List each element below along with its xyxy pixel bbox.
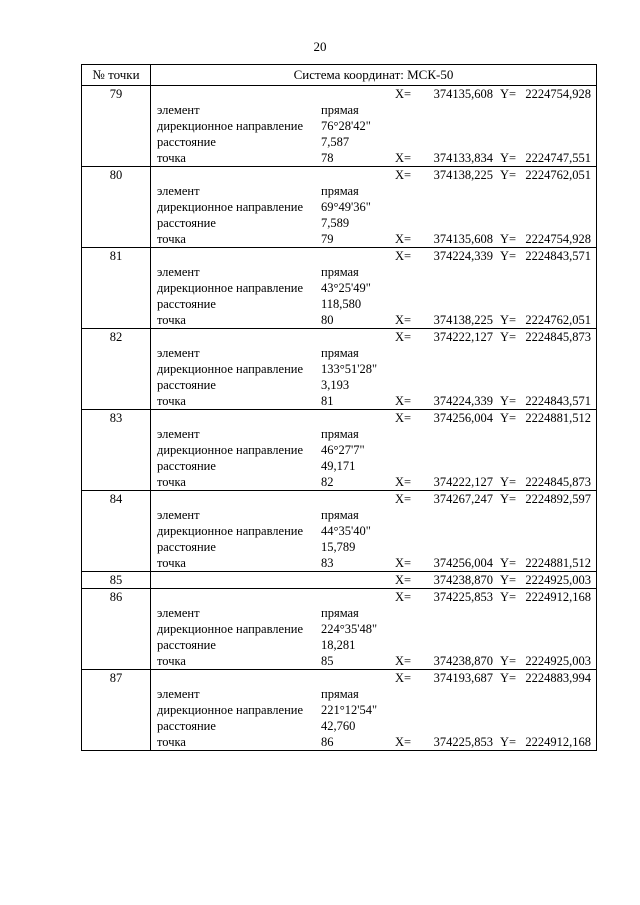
point-y-value: 2224845,873 [525,330,591,344]
element-line [151,345,596,361]
page-number: 20 [313,39,327,54]
point-coordinates [151,589,596,605]
table-row [82,86,596,167]
direction-label: дирекционное направление [157,281,304,295]
direction-label: дирекционное направление [157,200,304,214]
point-x-label: X= [395,590,412,604]
direction-line [151,118,596,134]
point-coordinates [151,329,596,345]
point-number: 81 [82,248,151,328]
point-number: 80 [82,167,151,247]
reference-line [151,150,596,166]
point-number-header: № точки [82,65,151,85]
reference-line [151,474,596,490]
point-y-value: 2224754,928 [525,87,591,101]
element-value: прямая [321,346,359,360]
distance-value: 7,589 [321,216,350,230]
reference-line [151,393,596,409]
point-details [151,167,596,247]
element-label: элемент [157,508,200,522]
point-number: 85 [82,572,151,588]
distance-label: расстояние [157,719,216,733]
reference-label: точка [157,556,186,570]
direction-label: дирекционное направление [157,524,304,538]
element-value: прямая [321,184,359,198]
reference-line [151,231,596,247]
distance-value: 49,171 [321,459,356,473]
table-row [82,410,596,491]
point-x-value: 374225,853 [433,590,493,604]
point-y-value: 2224892,597 [525,492,591,506]
element-value: прямая [321,508,359,522]
distance-line [151,377,596,393]
direction-value: 133°51'28" [321,362,378,376]
point-details [151,248,596,328]
reference-y-label: Y= [500,556,517,570]
point-y-label: Y= [500,671,517,685]
element-label: элемент [157,427,200,441]
reference-y-label: Y= [500,654,517,668]
direction-label: дирекционное направление [157,119,304,133]
element-line [151,686,596,702]
reference-x-label: X= [395,313,412,327]
direction-value: 224°35'48" [321,622,378,636]
reference-y-value: 2224843,571 [525,394,591,408]
direction-label: дирекционное направление [157,362,304,376]
point-number: 84 [82,491,151,571]
direction-line [151,361,596,377]
direction-line [151,442,596,458]
point-y-value: 2224762,051 [525,168,591,182]
point-y-label: Y= [500,590,517,604]
reference-value: 79 [321,232,334,246]
reference-x-label: X= [395,654,412,668]
reference-label: точка [157,232,186,246]
distance-line [151,539,596,555]
distance-value: 7,587 [321,135,350,149]
element-label: элемент [157,265,200,279]
element-value: прямая [321,687,359,701]
reference-value: 83 [321,556,334,570]
reference-y-value: 2224912,168 [525,735,591,749]
direction-value: 76°28'42" [321,119,371,133]
direction-line [151,621,596,637]
point-y-value: 2224883,994 [525,671,591,685]
reference-x-label: X= [395,475,412,489]
reference-x-value: 374225,853 [433,735,493,749]
direction-label: дирекционное направление [157,443,304,457]
element-label: элемент [157,103,200,117]
reference-y-value: 2224845,873 [525,475,591,489]
point-x-label: X= [395,573,412,587]
point-coordinates [151,491,596,507]
table-row [82,491,596,572]
distance-label: расстояние [157,638,216,652]
reference-x-value: 374138,225 [433,313,493,327]
direction-line [151,199,596,215]
point-y-value: 2224881,512 [525,411,591,425]
element-value: прямая [321,265,359,279]
distance-line [151,458,596,474]
point-y-value: 2224925,003 [525,573,591,587]
element-line [151,605,596,621]
table-row [82,572,596,589]
point-coordinates [151,670,596,686]
distance-label: расстояние [157,540,216,554]
reference-x-value: 374238,870 [433,654,493,668]
point-details [151,86,596,166]
point-coordinates [151,248,596,264]
table-body [82,86,596,750]
point-number: 83 [82,410,151,490]
reference-y-label: Y= [500,735,517,749]
element-line [151,426,596,442]
reference-value: 80 [321,313,334,327]
point-number: 82 [82,329,151,409]
point-y-label: Y= [500,249,517,263]
reference-label: точка [157,475,186,489]
point-y-value: 2224843,571 [525,249,591,263]
reference-x-label: X= [395,394,412,408]
distance-label: расстояние [157,135,216,149]
point-y-label: Y= [500,411,517,425]
reference-y-value: 2224925,003 [525,654,591,668]
reference-y-value: 2224754,928 [525,232,591,246]
reference-x-value: 374256,004 [433,556,493,570]
point-details [151,410,596,490]
point-number: 87 [82,670,151,750]
reference-y-value: 2224747,551 [525,151,591,165]
table-row [82,167,596,248]
point-y-value: 2224912,168 [525,590,591,604]
reference-y-label: Y= [500,232,517,246]
element-value: прямая [321,103,359,117]
reference-y-value: 2224762,051 [525,313,591,327]
distance-line [151,296,596,312]
point-y-label: Y= [500,330,517,344]
distance-value: 42,760 [321,719,356,733]
distance-line [151,215,596,231]
coordinates-table [81,64,597,751]
point-x-label: X= [395,492,412,506]
reference-y-value: 2224881,512 [525,556,591,570]
reference-line [151,312,596,328]
reference-value: 85 [321,654,334,668]
reference-y-label: Y= [500,151,517,165]
table-header [82,65,596,86]
point-y-label: Y= [500,492,517,506]
reference-x-label: X= [395,232,412,246]
table-row [82,670,596,750]
distance-label: расстояние [157,297,216,311]
reference-label: точка [157,654,186,668]
distance-line [151,718,596,734]
element-label: элемент [157,346,200,360]
point-details [151,572,596,588]
reference-value: 81 [321,394,334,408]
reference-x-value: 374133,834 [433,151,493,165]
table-row [82,329,596,410]
direction-value: 221°12'54" [321,703,378,717]
point-x-value: 374193,687 [433,671,493,685]
distance-label: расстояние [157,459,216,473]
reference-y-label: Y= [500,394,517,408]
reference-value: 78 [321,151,334,165]
point-number: 79 [82,86,151,166]
point-x-label: X= [395,249,412,263]
point-x-value: 374267,247 [433,492,493,506]
reference-y-label: Y= [500,313,517,327]
reference-x-value: 374222,127 [433,475,493,489]
direction-line [151,702,596,718]
point-coordinates [151,86,596,102]
reference-label: точка [157,735,186,749]
element-label: элемент [157,184,200,198]
point-y-label: Y= [500,87,517,101]
reference-label: точка [157,313,186,327]
point-x-label: X= [395,330,412,344]
element-label: элемент [157,687,200,701]
point-y-label: Y= [500,168,517,182]
element-line [151,507,596,523]
point-details [151,329,596,409]
reference-x-label: X= [395,556,412,570]
direction-value: 43°25'49" [321,281,371,295]
reference-x-value: 374224,339 [433,394,493,408]
reference-line [151,555,596,571]
reference-x-label: X= [395,735,412,749]
point-x-label: X= [395,671,412,685]
point-x-label: X= [395,168,412,182]
distance-value: 15,789 [321,540,356,554]
direction-label: дирекционное направление [157,622,304,636]
point-x-value: 374222,127 [433,330,493,344]
direction-label: дирекционное направление [157,703,304,717]
direction-value: 69°49'36" [321,200,371,214]
element-line [151,183,596,199]
reference-value: 82 [321,475,334,489]
direction-value: 44°35'40" [321,524,371,538]
element-value: прямая [321,606,359,620]
reference-line [151,734,596,750]
reference-label: точка [157,151,186,165]
point-details [151,589,596,669]
coordinate-system-header: Система координат: МСК-50 [293,67,454,82]
distance-value: 118,580 [321,297,362,311]
reference-label: точка [157,394,186,408]
point-details [151,491,596,571]
point-x-value: 374135,608 [433,87,493,101]
table-row [82,248,596,329]
reference-x-label: X= [395,151,412,165]
point-coordinates [151,167,596,183]
point-x-value: 374238,870 [433,573,493,587]
point-x-label: X= [395,411,412,425]
point-number: 86 [82,589,151,669]
point-coordinates [151,410,596,426]
point-details [151,670,596,750]
point-x-value: 374138,225 [433,168,493,182]
reference-y-label: Y= [500,475,517,489]
point-x-value: 374256,004 [433,411,493,425]
element-line [151,102,596,118]
element-label: элемент [157,606,200,620]
table-row [82,589,596,670]
reference-value: 86 [321,735,334,749]
element-line [151,264,596,280]
reference-x-value: 374135,608 [433,232,493,246]
point-x-label: X= [395,87,412,101]
distance-label: расстояние [157,216,216,230]
point-y-label: Y= [500,573,517,587]
point-x-value: 374224,339 [433,249,493,263]
distance-value: 18,281 [321,638,356,652]
distance-label: расстояние [157,378,216,392]
distance-line [151,637,596,653]
direction-line [151,523,596,539]
reference-line [151,653,596,669]
element-value: прямая [321,427,359,441]
distance-value: 3,193 [321,378,350,392]
point-coordinates [151,572,596,588]
direction-line [151,280,596,296]
direction-value: 46°27'7" [321,443,365,457]
distance-line [151,134,596,150]
